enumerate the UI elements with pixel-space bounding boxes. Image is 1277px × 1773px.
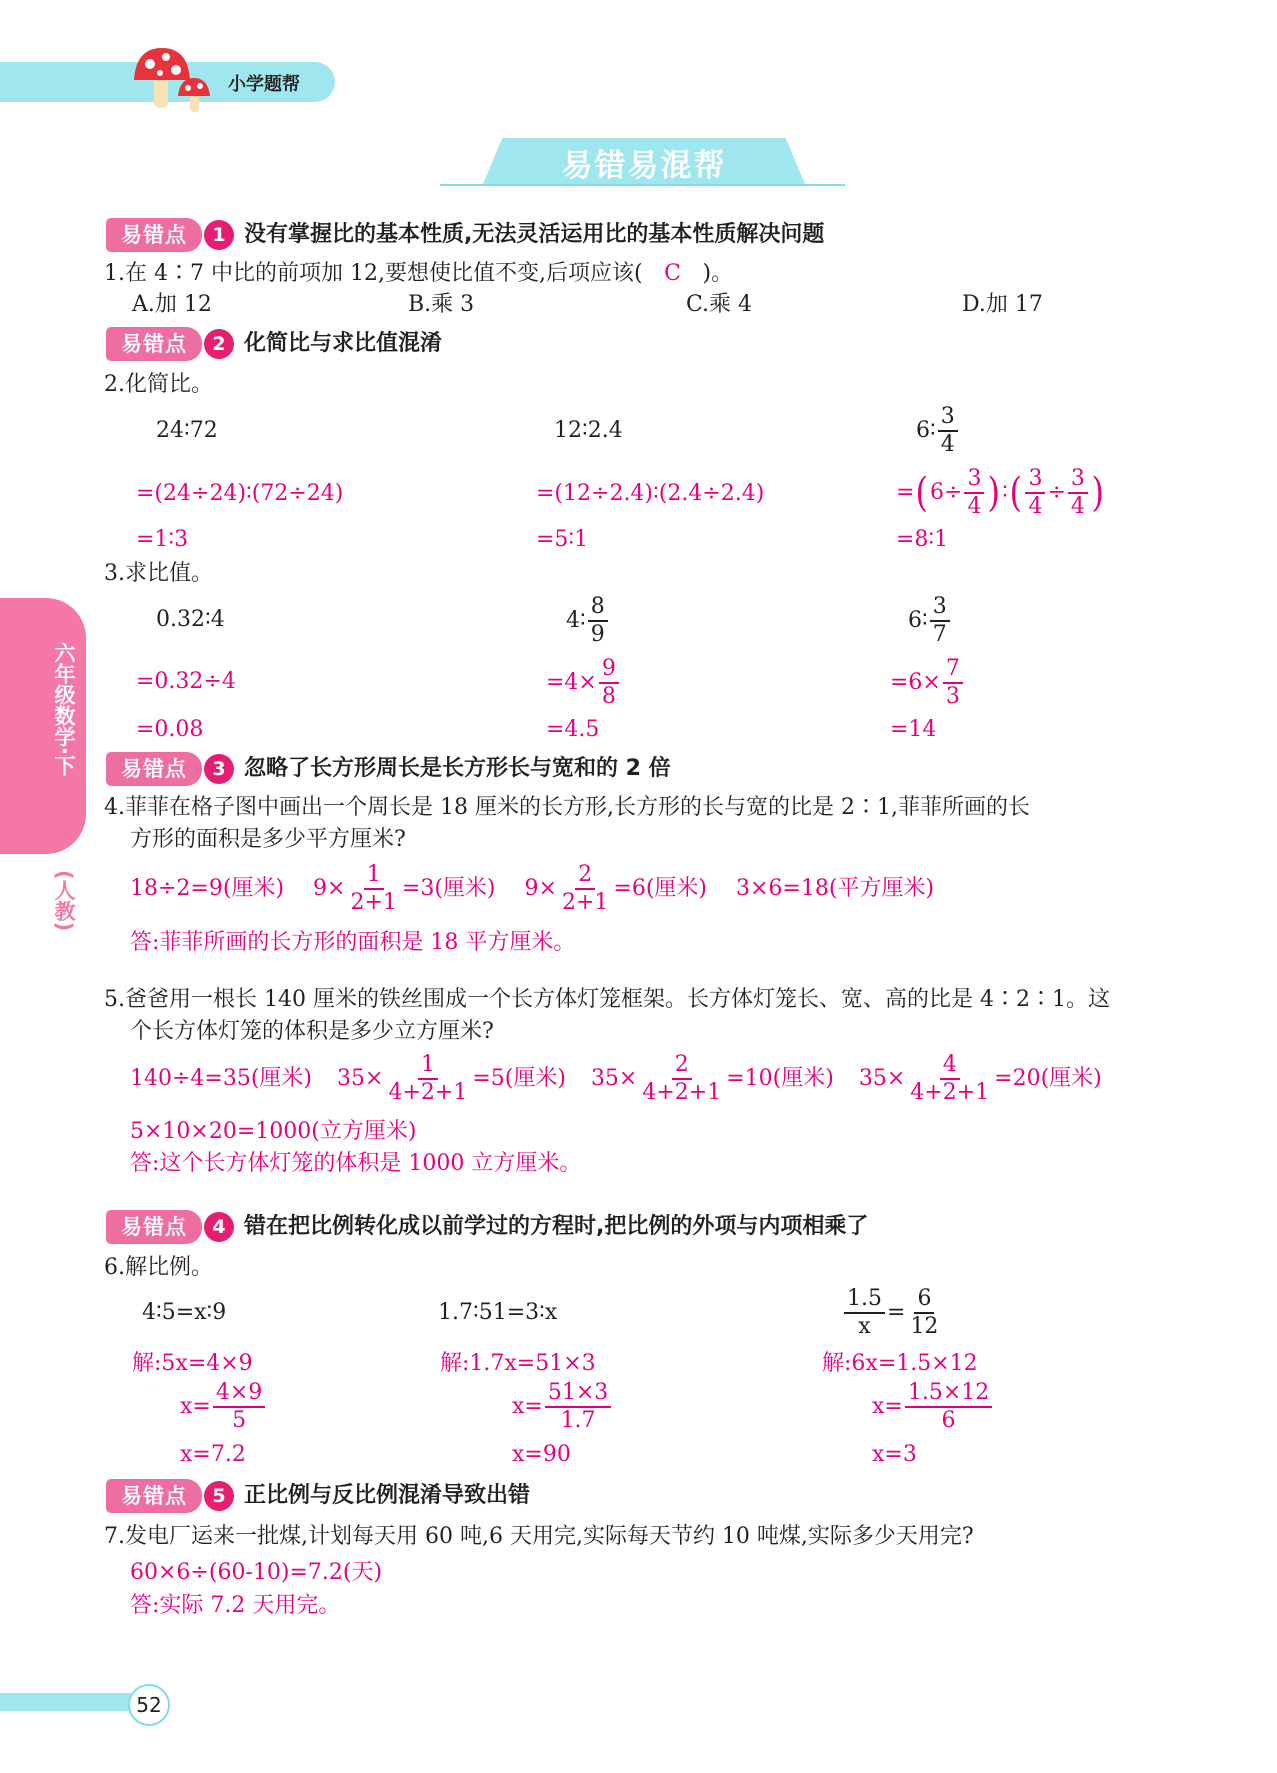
q5-answer: 答:这个长方体灯笼的体积是 1000 立方厘米。 — [130, 1151, 582, 1176]
error-point-title: 正比例与反比例混淆导致出错 — [244, 1483, 531, 1508]
error-point-title: 没有掌握比的基本性质,无法灵活运用比的基本性质解决问题 — [244, 222, 825, 247]
solution-step: =5(厘米) — [472, 1066, 566, 1091]
question-1-answer: C — [664, 261, 681, 286]
q3-col3-prefix: 6∶ — [908, 608, 928, 633]
question-5-line1: 5.爸爸用一根长 140 厘米的铁丝围成一个长方体灯笼框架。长方体灯笼长、宽、高的比是 4∶2∶1。这 — [104, 987, 1110, 1012]
fraction-numerator: 51×3 — [545, 1380, 611, 1408]
fraction-denominator: 4 — [940, 432, 955, 457]
fraction-numerator: 3 — [938, 404, 958, 432]
fraction-numerator: 1.5 — [844, 1286, 885, 1314]
option-b: B.乘 3 — [408, 292, 475, 317]
solution-step: 35× — [590, 1066, 638, 1091]
fraction-denominator: 4+2+1 — [388, 1080, 468, 1105]
error-point-number: 5 — [204, 1481, 234, 1511]
fraction-denominator: 2+1 — [561, 890, 609, 915]
q6-col3-problem — [842, 1286, 943, 1340]
solution-step: 35× — [858, 1066, 906, 1091]
q3-col2-prefix: 4∶ — [566, 608, 586, 633]
q5-solution — [130, 1052, 1102, 1106]
fraction-denominator: x — [858, 1314, 871, 1339]
q2-col2-step2: =5∶1 — [536, 527, 589, 552]
brand-name: 小学题帮 — [228, 74, 300, 95]
q2-col2-problem: 12∶2.4 — [554, 418, 623, 443]
fraction-denominator: 8 — [601, 684, 616, 709]
question-2-stem: 2.化简比。 — [104, 372, 213, 397]
fraction-numerator: 6 — [914, 1286, 934, 1314]
q6-col1-problem: 4∶5=x∶9 — [142, 1300, 227, 1325]
q2-col3-step1: =(6÷ $\frac{3}{4}$ )∶( $\frac{3}{4}$ ÷ $\frac{3}{4}$ ) — [896, 466, 1104, 519]
q2-col3-prefix: 6∶ — [916, 418, 936, 443]
question-7-stem: 7.发电厂运来一批煤,计划每天用 60 吨,6 天用完,实际每天节约 10 吨煤,实际多少天用完? — [104, 1524, 974, 1549]
q3-col3-step1 — [890, 656, 965, 710]
question-3-stem: 3.求比值。 — [104, 561, 213, 586]
solution-step: =20(厘米) — [994, 1066, 1102, 1091]
error-point-label: 易错点 — [106, 1479, 202, 1513]
fraction-denominator: 12 — [910, 1314, 939, 1339]
fraction-numerator: 4 — [940, 1052, 960, 1080]
q6-col1-step2 — [180, 1380, 267, 1434]
q3-col2-step1 — [546, 656, 621, 710]
solution-step: 9× — [313, 876, 346, 901]
step1-term: 6÷ — [930, 480, 963, 505]
fraction-denominator: 3 — [945, 684, 960, 709]
q3-col1-problem: 0.32∶4 — [156, 607, 225, 632]
variable-prefix: x= — [512, 1394, 543, 1419]
fraction-numerator: 3 — [1068, 466, 1088, 494]
solution-step: 3×6=18(平方厘米) — [736, 876, 935, 901]
q7-solution: 60×6÷(60-10)=7.2(天) — [130, 1560, 383, 1585]
error-point-title: 忽略了长方形周长是长方形长与宽和的 2 倍 — [244, 756, 671, 781]
question-5-line2: 个长方体灯笼的体积是多少立方厘米? — [130, 1019, 494, 1044]
q2-col1-step2: =1∶3 — [136, 527, 189, 552]
fraction-denominator: 4+2+1 — [642, 1080, 722, 1105]
solution-step: =10(厘米) — [726, 1066, 834, 1091]
fraction-numerator: 4×9 — [213, 1380, 265, 1408]
side-tab-edition: (人教) — [52, 870, 76, 932]
q6-col1-step3: x=7.2 — [180, 1442, 246, 1467]
fraction-numerator: 2 — [672, 1052, 692, 1080]
q4-solution — [130, 862, 934, 916]
question-4-line1: 4.菲菲在格子图中画出一个周长是 18 厘米的长方形,长方形的长与宽的比是 2∶1,菲菲所画的长 — [104, 795, 1030, 820]
fraction-denominator: 2+1 — [350, 890, 397, 915]
q3-col2-problem — [566, 594, 610, 648]
step1-prefix: =4× — [546, 670, 597, 695]
fraction-denominator: 7 — [932, 622, 947, 647]
option-c: C.乘 4 — [686, 292, 753, 317]
q6-col2-step1: 解:1.7x=51×3 — [440, 1351, 596, 1376]
q3-col2-step2: =4.5 — [546, 717, 600, 742]
fraction-numerator: 3 — [930, 594, 950, 622]
fraction-denominator: 6 — [941, 1408, 956, 1433]
q3-col3-problem — [908, 594, 952, 648]
question-1 — [104, 259, 733, 289]
q6-col2-problem: 1.7∶51=3∶x — [438, 1300, 558, 1325]
fraction-numerator: 1.5×12 — [905, 1380, 992, 1408]
side-tab-grade: 六年级数学·下 — [52, 642, 76, 776]
fraction-numerator: 8 — [588, 594, 608, 622]
q2-col3-problem — [916, 404, 960, 458]
error-point-title: 错在把比例转化成以前学过的方程时,把比例的外项与内项相乘了 — [244, 1214, 869, 1239]
option-d: D.加 17 — [962, 292, 1043, 317]
solution-step: 9× — [524, 876, 557, 901]
variable-prefix: x= — [180, 1394, 211, 1419]
step1-prefix: =6× — [890, 670, 941, 695]
fraction-denominator: 4 — [967, 494, 982, 519]
error-point-number: 2 — [204, 329, 234, 359]
q2-col2-step1: =(12÷2.4)∶(2.4÷2.4) — [536, 481, 765, 506]
fraction-denominator: 4+2+1 — [910, 1080, 990, 1105]
fraction-numerator: 2 — [575, 862, 595, 890]
error-point-title: 化简比与求比值混淆 — [244, 331, 443, 356]
q5-solution-volume: 5×10×20=1000(立方厘米) — [130, 1119, 417, 1144]
q2-col1-step1: =(24÷24)∶(72÷24) — [136, 481, 344, 506]
question-6-stem: 6.解比例。 — [104, 1255, 213, 1280]
page-number: 52 — [128, 1684, 170, 1726]
q7-answer: 答:实际 7.2 天用完。 — [130, 1593, 341, 1618]
q3-col1-step2: =0.08 — [136, 717, 204, 742]
error-point-number: 3 — [204, 754, 234, 784]
solution-step: 140÷4=35(厘米) — [130, 1066, 313, 1091]
q2-col1-problem: 24∶72 — [156, 418, 218, 443]
equals-sign: = — [887, 1300, 906, 1325]
solution-step: =6(厘米) — [613, 876, 707, 901]
error-point-number: 4 — [204, 1212, 234, 1242]
fraction-numerator: 1 — [418, 1052, 438, 1080]
fraction-denominator: 9 — [590, 622, 605, 647]
mushroom-logo — [130, 44, 220, 114]
fraction-denominator: 4 — [1028, 494, 1043, 519]
solution-step: 35× — [337, 1066, 384, 1091]
option-a: A.加 12 — [132, 292, 212, 317]
q3-col1-step1: =0.32÷4 — [136, 669, 236, 694]
fraction-numerator: 1 — [364, 862, 384, 890]
question-1-text-end: )。 — [702, 261, 734, 286]
fraction-numerator: 7 — [943, 656, 963, 684]
error-point-label: 易错点 — [106, 1210, 202, 1244]
section-title: 易错易混帮 — [561, 148, 727, 184]
equals-sign: = — [896, 480, 915, 505]
q6-col3-step3: x=3 — [872, 1442, 917, 1467]
error-point-label: 易错点 — [106, 752, 202, 786]
q4-answer: 答:菲菲所画的长方形的面积是 18 平方厘米。 — [130, 930, 576, 955]
error-point-label: 易错点 — [106, 218, 202, 252]
fraction-numerator: 3 — [1025, 466, 1045, 494]
fraction-denominator: 1.7 — [560, 1408, 596, 1433]
question-4-line2: 方形的面积是多少平方厘米? — [130, 827, 406, 852]
fraction-denominator: 5 — [232, 1408, 247, 1433]
fraction-numerator: 9 — [599, 656, 619, 684]
q6-col3-step2 — [872, 1380, 994, 1434]
q2-col3-step2: =8∶1 — [896, 527, 949, 552]
solution-step: 18÷2=9(厘米) — [130, 876, 285, 901]
fraction-denominator: 4 — [1070, 494, 1085, 519]
variable-prefix: x= — [872, 1394, 903, 1419]
q6-col1-step1: 解:5x=4×9 — [132, 1351, 253, 1376]
fraction-numerator: 3 — [964, 466, 984, 494]
q6-col2-step2 — [512, 1380, 613, 1434]
q6-col2-step3: x=90 — [512, 1442, 571, 1467]
solution-step: =3(厘米) — [401, 876, 496, 901]
error-point-label: 易错点 — [106, 327, 202, 361]
q3-col3-step2: =14 — [890, 717, 937, 742]
question-1-text: 1.在 4∶7 中比的前项加 12,要想使比值不变,后项应该( — [104, 261, 643, 286]
error-point-number: 1 — [204, 220, 234, 250]
q6-col3-step1: 解:6x=1.5×12 — [822, 1351, 978, 1376]
